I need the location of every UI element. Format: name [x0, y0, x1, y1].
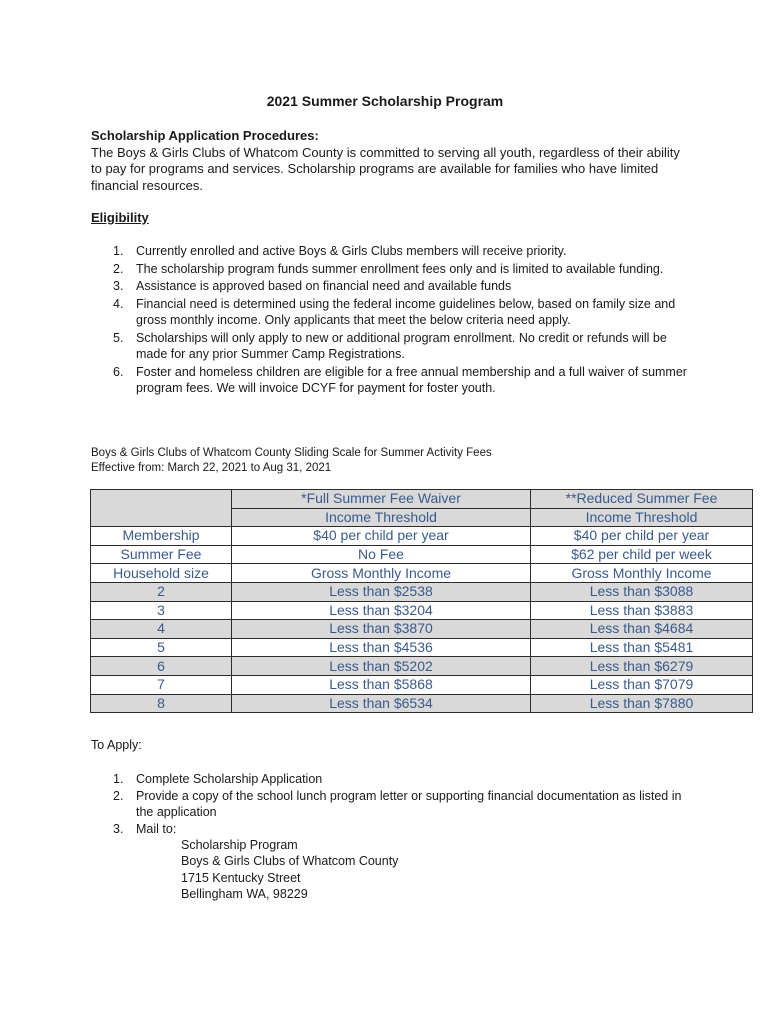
- table-cell: Less than $5868: [232, 675, 531, 694]
- mailing-address: [136, 837, 691, 902]
- table-header-cell: Income Threshold: [531, 508, 753, 527]
- table-cell: Less than $5481: [531, 638, 753, 657]
- apply-list: [91, 771, 691, 902]
- table-row-household: [91, 564, 753, 583]
- table-row: [91, 582, 753, 601]
- table-cell: Less than $2538: [232, 582, 531, 601]
- address-line: Scholarship Program: [181, 838, 298, 852]
- table-header-cell: **Reduced Summer Fee: [531, 490, 753, 509]
- table-cell: Less than $3204: [232, 601, 531, 620]
- table-cell: Gross Monthly Income: [232, 564, 531, 583]
- list-item: 1. Currently enrolled and active Boys & Girls Clubs members will receive priority.: [113, 244, 567, 258]
- list-item: 1. Complete Scholarship Application: [113, 772, 323, 786]
- table-cell: Less than $4536: [232, 638, 531, 657]
- page-title: 2021 Summer Scholarship Program: [266, 93, 504, 109]
- eligibility-list: [91, 243, 691, 398]
- table-cell: Membership: [91, 527, 232, 546]
- table-cell: 5: [91, 638, 232, 657]
- sliding-scale-caption: [91, 446, 492, 476]
- procedures-text: The Boys & Girls Clubs of Whatcom County is committed to serving all youth, regardless of their ability to pay for programs and services. Scholarship programs are available for families who have limited financial resources.: [91, 145, 680, 193]
- table-cell: No Fee: [232, 545, 531, 564]
- list-item: 3. Mail to: Scholarship Program Boys & Girls Clubs of Whatcom County 1715 Kentucky Street Bellingham WA, 98229: [91, 821, 691, 903]
- effective-dates: Effective from: March 22, 2021 to Aug 31, 2021: [91, 462, 332, 474]
- table-row: [91, 657, 753, 676]
- table-row-membership: [91, 527, 753, 546]
- apply-heading: To Apply:: [91, 738, 142, 752]
- address-line: Boys & Girls Clubs of Whatcom County: [181, 854, 399, 869]
- table-cell: $62 per child per week: [531, 545, 753, 564]
- table-cell: Household size: [91, 564, 232, 583]
- eligibility-heading: Eligibility: [91, 210, 149, 225]
- fee-table: [90, 489, 753, 713]
- list-item: 6. Foster and homeless children are eligible for a free annual membership and a full waiver of summer program fees. We will invoice DCYF for payment for foster youth.: [113, 364, 687, 395]
- table-cell: Less than $3883: [531, 601, 753, 620]
- table-row: [91, 638, 753, 657]
- table-cell: Less than $7880: [531, 694, 753, 713]
- table-cell: [91, 490, 232, 527]
- table-header-cell: Income Threshold: [232, 508, 531, 527]
- address-line: 1715 Kentucky Street: [181, 870, 301, 885]
- table-row: [91, 601, 753, 620]
- table-row-summer-fee: [91, 545, 753, 564]
- table-cell: 2: [91, 582, 232, 601]
- procedures-heading: Scholarship Application Procedures:: [91, 128, 319, 143]
- list-item: 2. Provide a copy of the school lunch program letter or supporting financial documentation as listed in the application: [113, 788, 682, 819]
- table-cell: Gross Monthly Income: [531, 564, 753, 583]
- table-cell: Less than $6279: [531, 657, 753, 676]
- table-row: [91, 675, 753, 694]
- table-cell: $40 per child per year: [531, 527, 753, 546]
- table-cell: Less than $5202: [232, 657, 531, 676]
- table-row: [91, 620, 753, 639]
- table-cell: 7: [91, 675, 232, 694]
- table-cell: 8: [91, 694, 232, 713]
- table-cell: 4: [91, 620, 232, 639]
- address-line: Bellingham WA, 98229: [181, 886, 308, 901]
- table-cell: 3: [91, 601, 232, 620]
- table-cell: 6: [91, 657, 232, 676]
- table-row: [91, 694, 753, 713]
- table-cell: Summer Fee: [91, 545, 232, 564]
- table-cell: Less than $4684: [531, 620, 753, 639]
- table-cell: Less than $7079: [531, 675, 753, 694]
- list-item: 2. The scholarship program funds summer enrollment fees only and is limited to available funding.: [113, 261, 664, 276]
- sliding-scale-title: Boys & Girls Clubs of Whatcom County Sliding Scale for Summer Activity Fees: [91, 447, 492, 459]
- list-item: 4. Financial need is determined using the federal income guidelines below, based on family size and gross monthly income. Only applicants that meet the below criteria need apply.: [113, 296, 676, 327]
- list-item: 3. Assistance is approved based on financial need and available funds: [113, 279, 512, 293]
- table-cell: Less than $3088: [531, 582, 753, 601]
- list-item: 5. Scholarships will only apply to new or additional program enrollment. No credit or refunds will be made for any prior Summer Camp Registrations.: [113, 330, 667, 361]
- table-header-row: [91, 490, 753, 509]
- table-cell: $40 per child per year: [232, 527, 531, 546]
- table-cell: Less than $6534: [232, 694, 531, 713]
- table-cell: Less than $3870: [232, 620, 531, 639]
- table-header-cell: *Full Summer Fee Waiver: [232, 490, 531, 509]
